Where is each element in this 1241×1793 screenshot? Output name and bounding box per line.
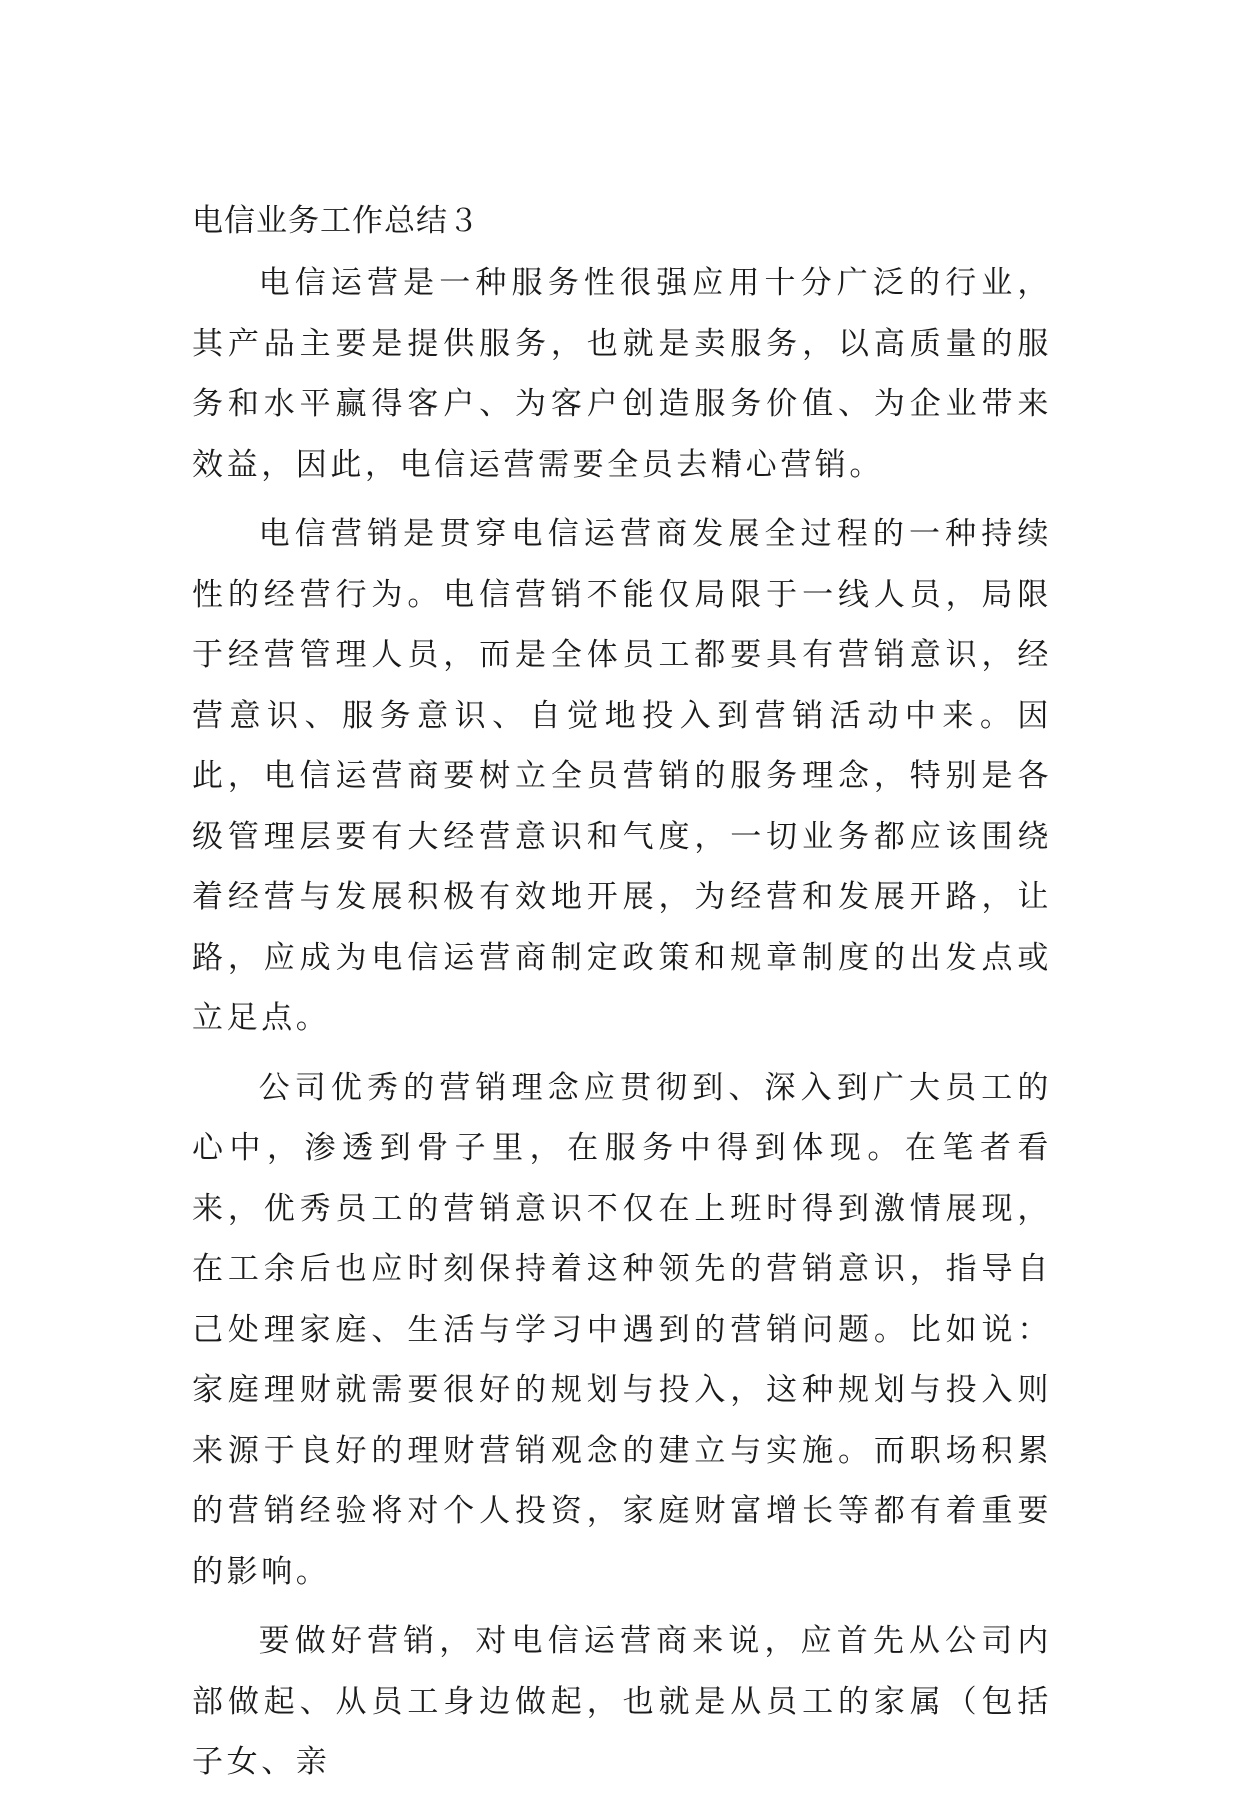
- paragraph-2: 电信营销是贯穿电信运营商发展全过程的一种持续性的经营行为。电信营销不能仅局限于一线人员，局限于经营管理人员，而是全体员工都要具有营销意识，经营意识、服务意识、自觉地投入到营销活动中来。因此，电信运营商要树立全员营销的服务理念，特别是各级管理层要有大经营意识和气度，一切业务都应该围绕着经营与发展积极有效地开展，为经营和发展开路，让路，应成为电信运营商制定政策和规章制度的出发点或立足点。: [192, 516, 1052, 1036]
- paragraph-3: 公司优秀的营销理念应贯彻到、深入到广大员工的心中，渗透到骨子里，在服务中得到体现。在笔者看来，优秀员工的营销意识不仅在上班时得到激情展现，在工余后也应时刻保持着这种领先的营销意识，指导自己处理家庭、生活与学习中遇到的营销问题。比如说：家庭理财就需要很好的规划与投入，这种规划与投入则来源于良好的理财营销观念的建立与实施。而职场积累的营销经验将对个人投资，家庭财富增长等都有着重要的影响。: [192, 1069, 1052, 1590]
- paragraph-1: 电信运营是一种服务性很强应用十分广泛的行业，其产品主要是提供服务，也就是卖服务，以高质量的服务和水平赢得客户、为客户创造服务价值、为企业带来效益，因此，电信运营需要全员去精心营销。: [192, 265, 1052, 483]
- document-title: 电信业务工作总结３: [192, 203, 480, 239]
- document-body: [192, 196, 1052, 1793]
- paragraph-4: 要做好营销，对电信运营商来说，应首先从公司内部做起、从员工身边做起，也就是从员工的家属（包括子女、亲: [192, 1623, 1052, 1780]
